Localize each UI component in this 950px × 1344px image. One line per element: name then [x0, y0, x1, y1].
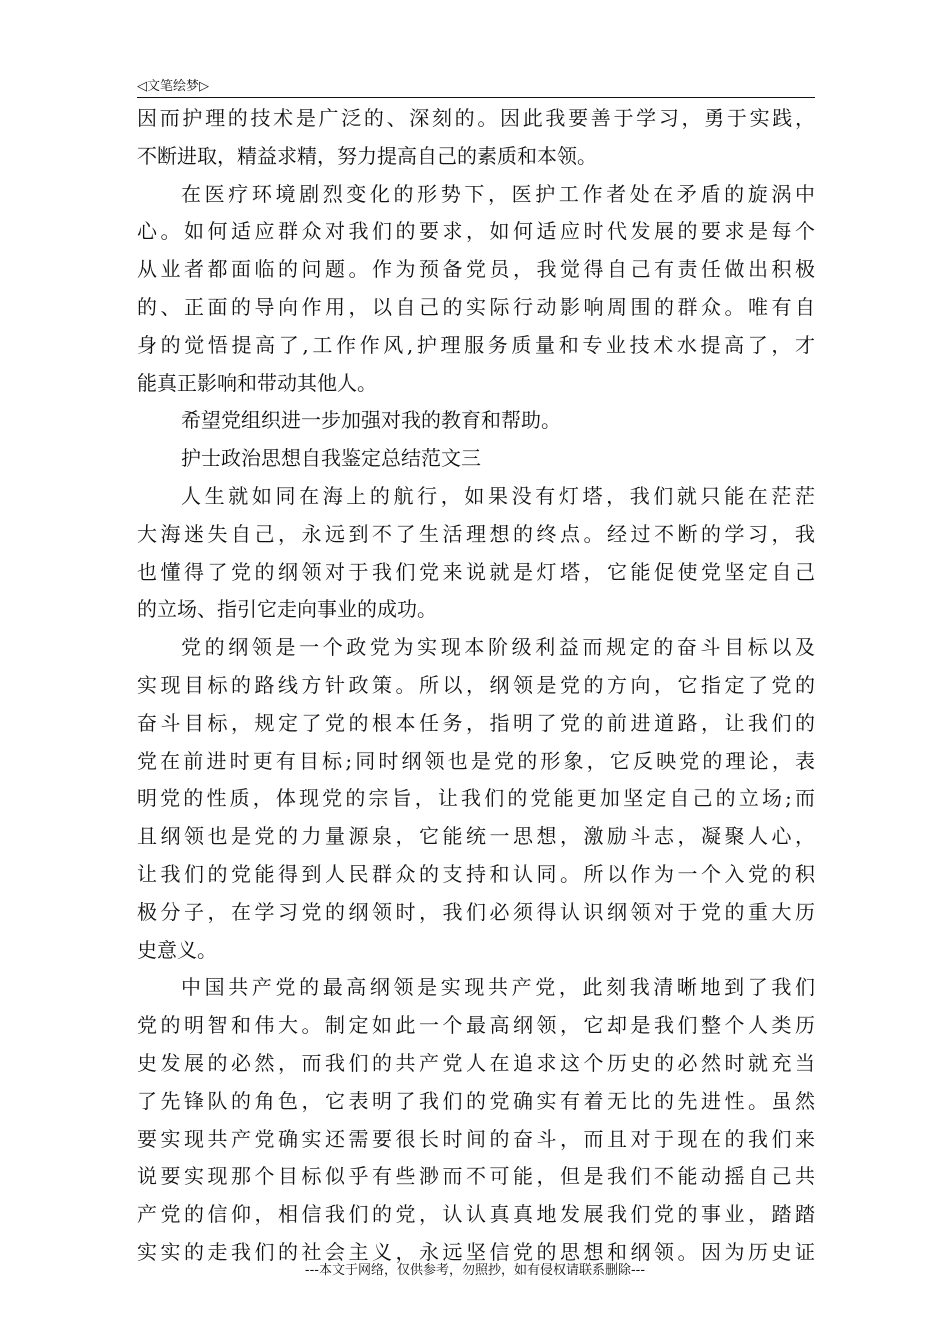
text-line: 实现目标的路线方针政策。所以，纲领是党的方向，它指定了党的 — [137, 672, 815, 697]
text-line: 产党的信仰，相信我们的党，认认真真地发展我们党的事业，踏踏 — [137, 1202, 815, 1227]
text-line: 也懂得了党的纲领对于我们党来说就是灯塔，它能促使党坚定自己 — [137, 559, 815, 584]
header-divider — [137, 97, 815, 98]
footer-notice: ---本文于网络，仅供参考，勿照抄，如有侵权请联系删除--- — [304, 1263, 646, 1278]
text-line: 极分子，在学习党的纲领时，我们必须得认识纲领对于党的重大历 — [137, 899, 815, 924]
text-line: 中国共产党的最高纲领是实现共产党，此刻我清晰地到了我们 — [181, 975, 815, 1000]
text-line: 的立场、指引它走向事业的成功。 — [137, 597, 437, 622]
text-line: 奋斗目标，规定了党的根本任务，指明了党的前进道路，让我们的 — [137, 710, 815, 735]
text-line: 不断进取，精益求精，努力提高自己的素质和本领。 — [137, 143, 597, 168]
text-line: 党的纲领是一个政党为实现本阶级利益而规定的奋斗目标以及 — [181, 635, 815, 660]
text-line: 了先锋队的角色，它表明了我们的党确实有着无比的先进性。虽然 — [137, 1088, 815, 1113]
text-line: 党在前进时更有目标;同时纲领也是党的形象，它反映党的理论，表 — [137, 748, 815, 773]
text-line: 希望党组织进一步加强对我的教育和帮助。 — [181, 408, 561, 433]
text-line: 护士政治思想自我鉴定总结范文三 — [181, 446, 481, 471]
text-line: 能真正影响和带动其他人。 — [137, 370, 377, 395]
text-line: 人生就如同在海上的航行，如果没有灯塔，我们就只能在茫茫 — [181, 483, 815, 508]
text-line: 让我们的党能得到人民群众的支持和认同。所以作为一个入党的积 — [137, 861, 815, 886]
text-line: 史发展的必然，而我们的共产党人在追求这个历史的必然时就充当 — [137, 1050, 815, 1075]
text-line: 且纲领也是党的力量源泉，它能统一思想，激励斗志，凝聚人心， — [137, 824, 815, 849]
document-body — [137, 100, 815, 1272]
header-label: ◁文笔绘梦▷ — [137, 79, 209, 94]
text-line: 党的明智和伟大。制定如此一个最高纲领，它却是我们整个人类历 — [137, 1013, 815, 1038]
text-line: 因而护理的技术是广泛的、深刻的。因此我要善于学习，勇于实践， — [137, 106, 815, 130]
text-line: 实实的走我们的社会主义，永远坚信党的思想和纲领。因为历史证 — [137, 1239, 815, 1264]
text-line: 说要实现那个目标似乎有些渺而不可能，但是我们不能动摇自己共 — [137, 1164, 815, 1189]
text-line: 从业者都面临的问题。作为预备党员，我觉得自己有责任做出积极 — [137, 257, 815, 282]
text-line: 的、正面的导向作用，以自己的实际行动影响周围的群众。唯有自 — [137, 294, 815, 319]
text-line: 身的觉悟提高了,工作作风,护理服务质量和专业技术水提高了，才 — [137, 332, 815, 357]
text-line: 大海迷失自己，永远到不了生活理想的终点。经过不断的学习，我 — [137, 521, 815, 546]
text-line: 心。如何适应群众对我们的要求，如何适应时代发展的要求是每个 — [137, 219, 815, 244]
text-line: 在医疗环境剧烈变化的形势下，医护工作者处在矛盾的旋涡中 — [181, 181, 815, 206]
text-line: 明党的性质，体现党的宗旨，让我们的党能更加坚定自己的立场;而 — [137, 786, 815, 811]
text-line: 要实现共产党确实还需要很长时间的奋斗，而且对于现在的我们来 — [137, 1126, 815, 1151]
page-header — [137, 78, 815, 98]
text-line: 史意义。 — [137, 937, 217, 962]
